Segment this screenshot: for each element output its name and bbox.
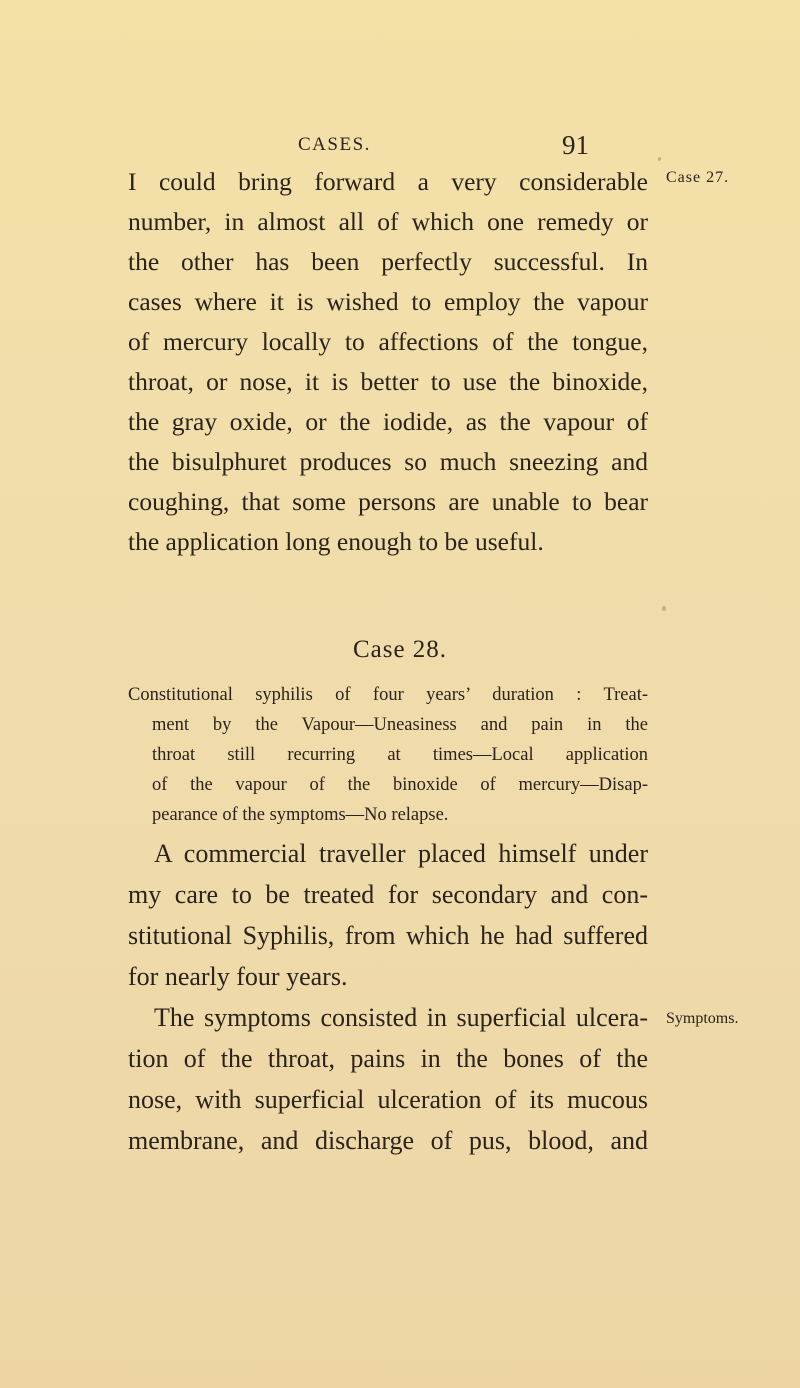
text-line: cases where it is wished to employ the vapour [128,287,648,316]
text-line: nose, with superficial ulceration of its mucous [128,1085,648,1114]
summary-line: ment by the Vapour—Uneasiness and pain in the [152,715,648,735]
summary-line: pearance of the symptoms—No relapse. [152,805,449,825]
text-line: tion of the throat, pains in the bones of the [128,1044,648,1073]
text-line: throat, or nose, it is better to use the binoxide, [128,367,648,396]
text-line: membrane, and discharge of pus, blood, and [128,1126,648,1155]
text-line: I could bring forward a very considerable [128,167,648,196]
text-line: the application long enough to be useful. [128,527,544,556]
text-line: the bisulphuret produces so much sneezing and [128,447,648,476]
summary-line: of the vapour of the binoxide of mercury—Disap- [152,775,648,795]
margin-note-symptoms: Symptoms. [666,1010,739,1027]
page-number: 91 [562,130,589,160]
text-line: stitutional Syphilis, from which he had suffered [128,921,648,950]
paragraph-3 [128,997,648,1161]
text-line: my care to be treated for secondary and con- [128,880,648,909]
text-line: for nearly four years. [128,962,348,991]
running-head [270,130,610,160]
text-line: A commercial traveller placed himself under [154,839,648,868]
paragraph-2 [128,833,648,997]
summary-line: throat still recurring at times—Local application [152,745,648,765]
summary-line: Constitutional syphilis of four years’ duration : Treat- [128,685,648,705]
foxing-spot [658,157,661,161]
text-line: of mercury locally to affections of the tongue, [128,327,648,356]
text-line: the gray oxide, or the iodide, as the vapour of [128,407,648,436]
text-line: coughing, that some persons are unable to bear [128,487,648,516]
text-line: The symptoms consisted in superficial ulcera- [154,1003,648,1032]
paragraph-1 [128,162,648,562]
foxing-spot [662,606,666,611]
margin-note-case-27: Case 27. [666,169,730,186]
case-summary [128,680,648,830]
text-line: number, in almost all of which one remedy or [128,207,648,236]
case-heading: Case 28. [352,636,448,663]
text-line: the other has been perfectly successful. In [128,247,648,276]
running-title: CASES. [298,134,371,155]
